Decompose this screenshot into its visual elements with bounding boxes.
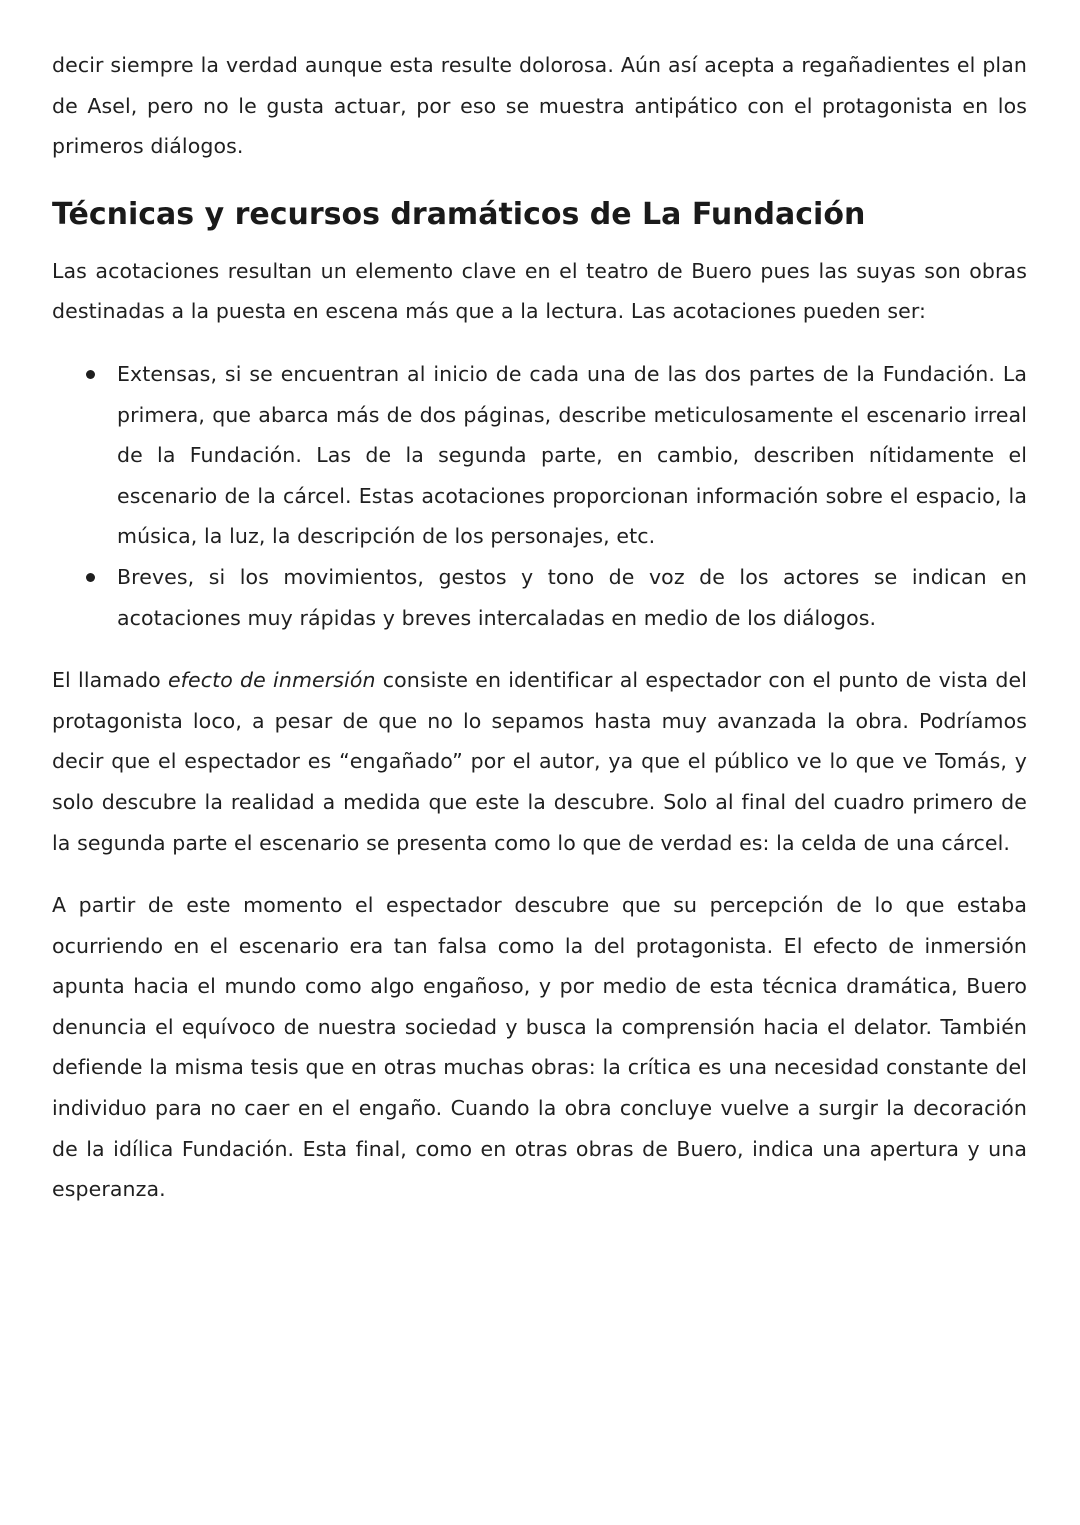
inmersion-paragraph [52, 660, 1027, 863]
list-item-text: Breves, si los movimientos, gestos y tono de voz de los actores se indican en acotaciones muy rápidas y breves intercaladas en medio de los diálogos. [117, 564, 1027, 630]
acotaciones-list [52, 354, 1027, 638]
section-heading: Técnicas y recursos dramáticos de La Fundación [52, 196, 866, 232]
list-item-extensas [117, 354, 1027, 557]
list-item-text: Extensas, si se encuentran al inicio de cada una de las dos partes de la Fundación. La primera, que abarca más de dos páginas, describe meticulosamente el escenario irreal de la Fundación. Las de la segunda parte, en cambio, describen nítidamente el escenario de la cárcel. Estas acotaciones proporcionan información sobre el espacio, la música, la luz, la descripción de los personajes, etc. [117, 361, 1027, 549]
acotaciones-paragraph: Las acotaciones resultan un elemento clave en el teatro de Buero pues las suyas son obras destinadas a la puesta en escena más que a la lectura. Las acotaciones pueden ser: [52, 258, 1027, 324]
conclusion-paragraph: A partir de este momento el espectador descubre que su percepción de lo que estaba ocurriendo en el escenario era tan falsa como la del protagonista. El efecto de inmersión apunta hacia el mundo como algo engañoso, y por medio de esta técnica dramática, Buero denuncia el equívoco de nuestra sociedad y busca la comprensión hacia el delator. También defiende la misma tesis que en otras muchas obras: la crítica es una necesidad constante del individuo para no caer en el engaño. Cuando la obra concluye vuelve a surgir la decoración de la idílica Fundación. Esta final, como en otras obras de Buero, indica una apertura y una esperanza. [52, 893, 1027, 1202]
paragraph-spacer [52, 863, 1027, 885]
inmersion-text-after: consiste en identificar al espectador con el punto de vista del protagonista loco, a pesar de que no lo sepamos hasta muy avanzada la obra. Podríamos decir que el espectador es “engañado” por el autor, ya que el público ve lo que ve Tomás, y solo descubre la realidad a medida que este la descubre. Solo al final del cuadro primero de la segunda parte el escenario se presenta como lo que de verdad es: la celda de una cárcel. [52, 668, 1027, 855]
inmersion-emphasis: efecto de inmersión [167, 668, 376, 693]
bullet-icon [86, 573, 95, 582]
bullet-icon [86, 370, 95, 379]
document-page [52, 45, 1027, 1210]
list-item-breves [117, 557, 1027, 638]
inmersion-text-before: El llamado [52, 668, 168, 693]
intro-paragraph: decir siempre la verdad aunque esta resulte dolorosa. Aún así acepta a regañadientes el plan de Asel, pero no le gusta actuar, por eso se muestra antipático con el protagonista en los primeros diálogos. [52, 53, 1027, 159]
